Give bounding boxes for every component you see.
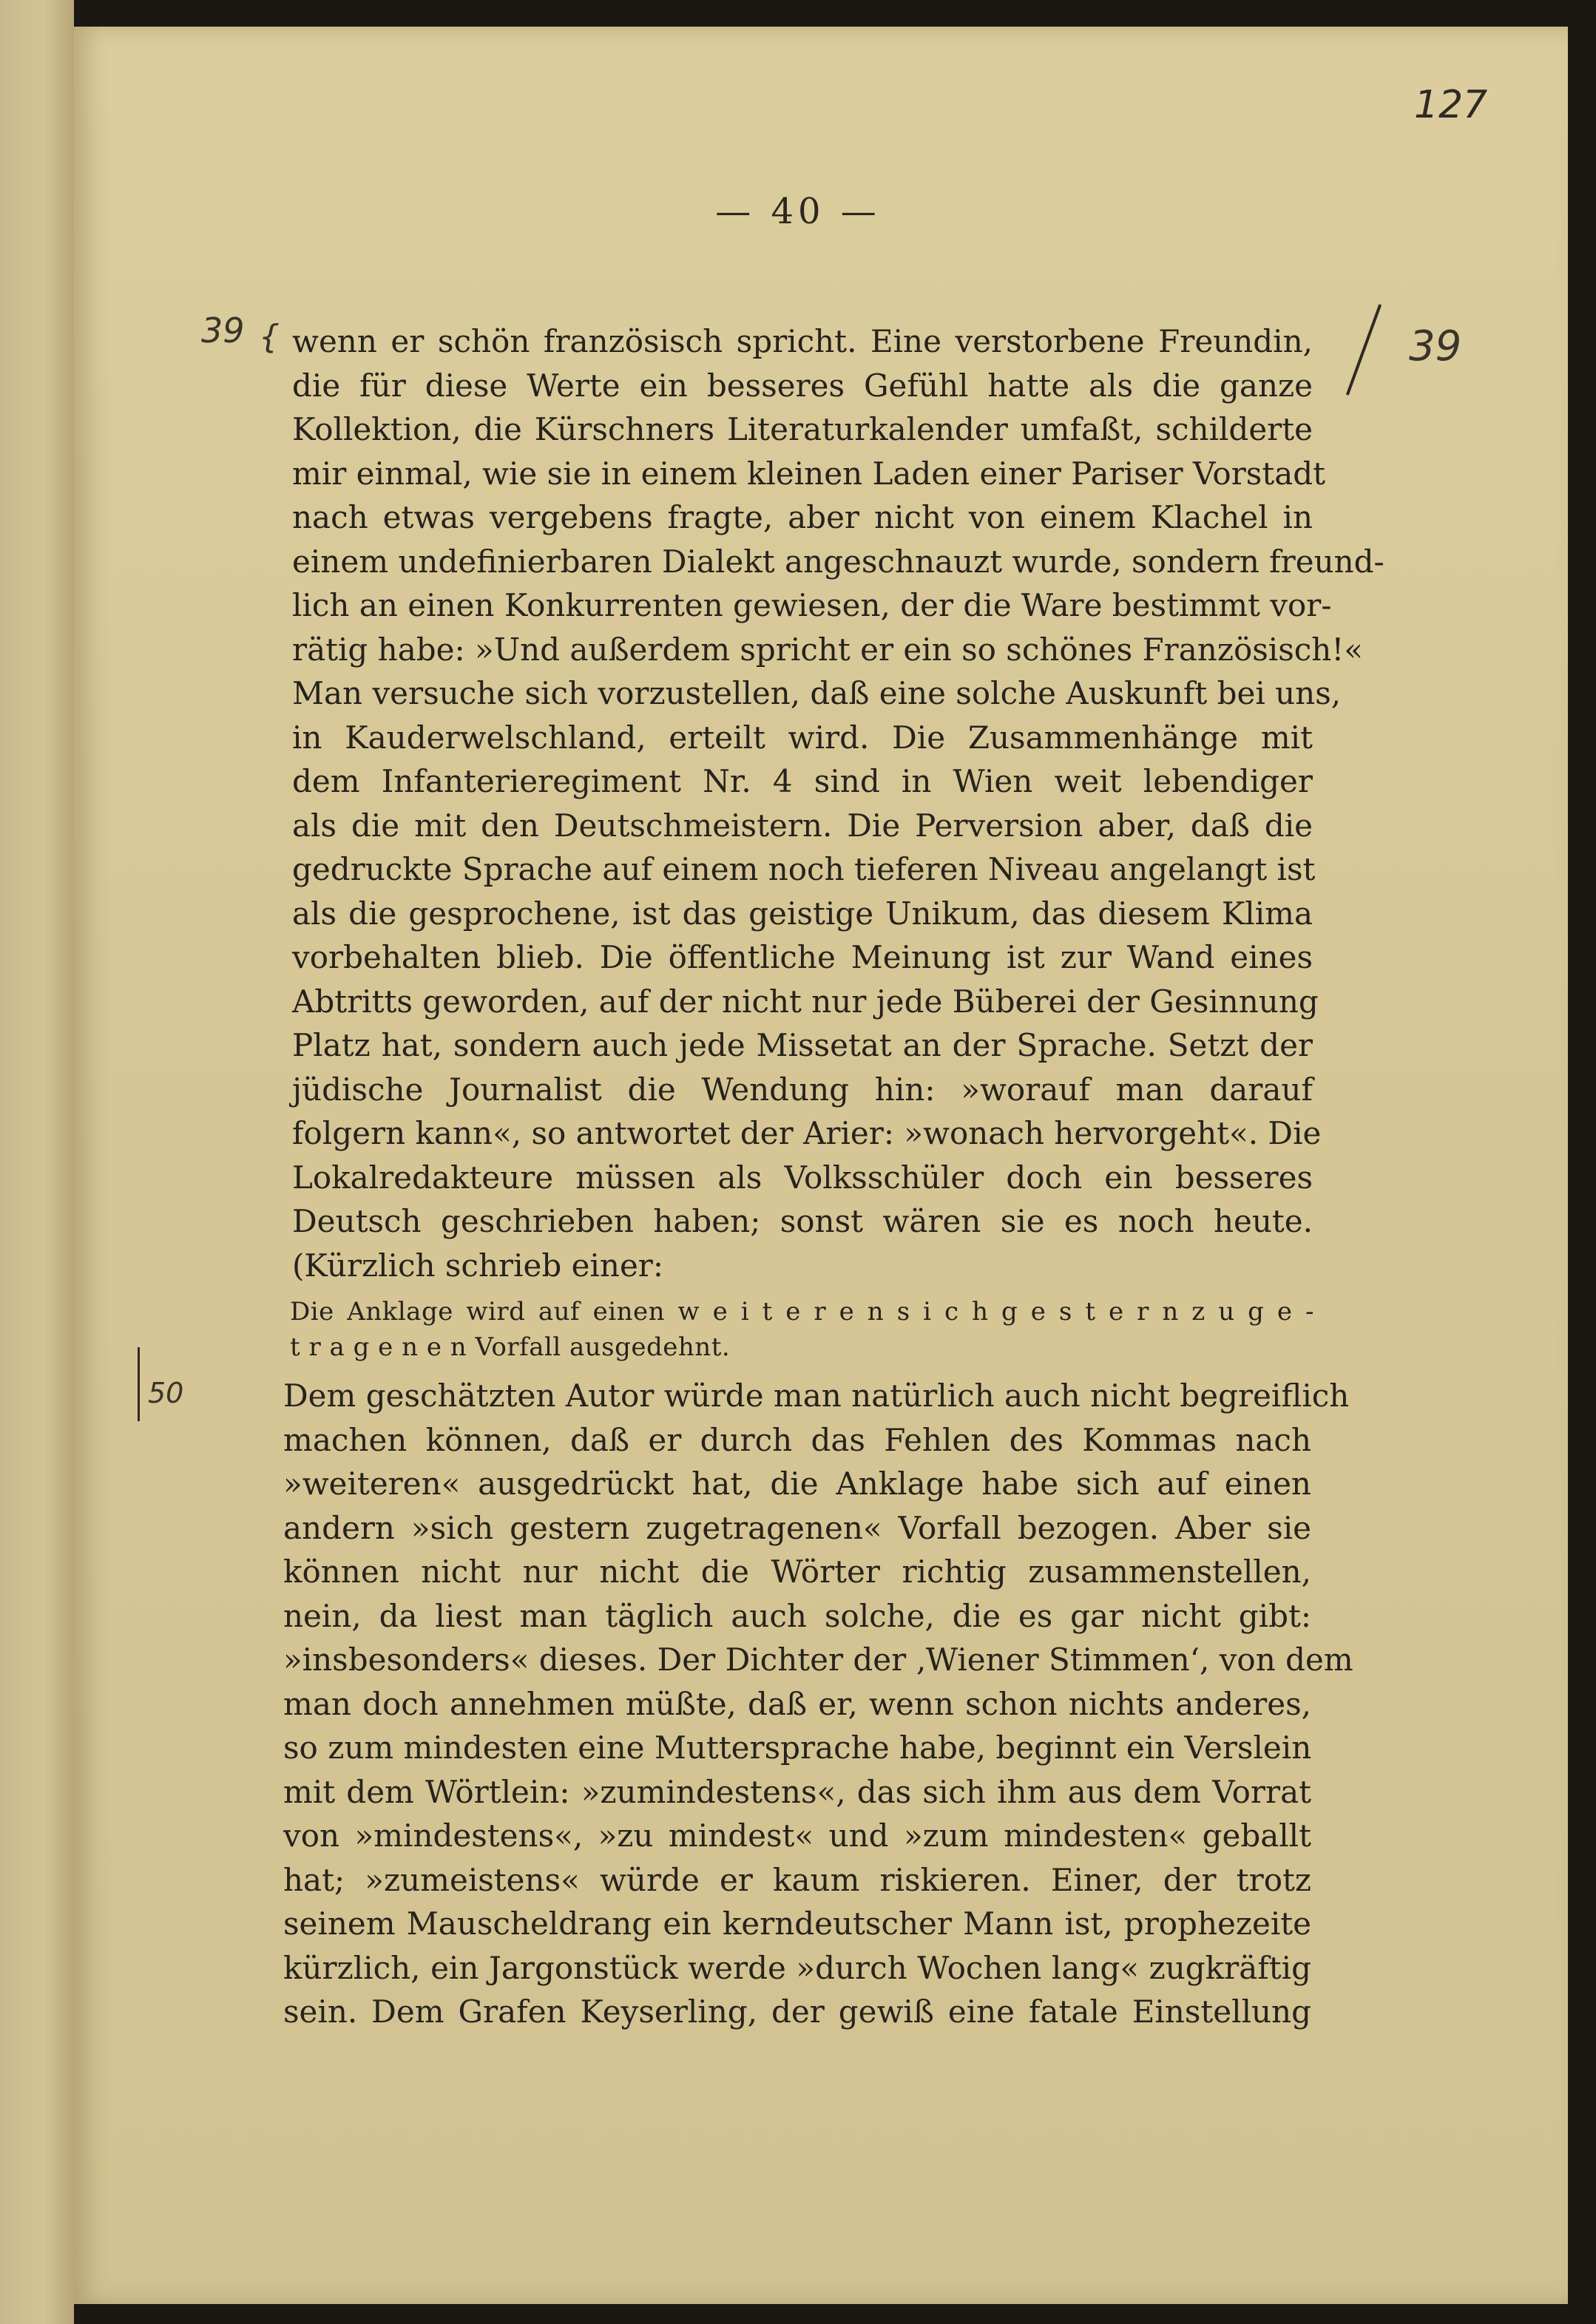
text-line: mir einmal, wie sie in einem kleinen Laden einer Pariser Vorstadt (292, 455, 1326, 492)
text-line: Deutsch geschrieben haben; sonst wären sie es noch heute. (292, 1203, 1313, 1239)
text-line: man doch annehmen müßte, daß er, wenn schon nichts anderes, (283, 1685, 1311, 1722)
margin-bar-left (138, 1347, 140, 1421)
page-number: — 40 — (715, 191, 881, 232)
text-line: Kollektion, die Kürschners Literaturkalender umfaßt, schilderte (292, 411, 1313, 447)
margin-note-brace: { (259, 318, 280, 356)
text-line: Platz hat, sondern auch jede Missetat an der Sprache. Setzt der (292, 1027, 1313, 1063)
previous-page-edge (0, 0, 74, 2324)
margin-note-left-top: 39 (201, 311, 245, 350)
block-quote (290, 1294, 1314, 1365)
text-line: die für diese Werte ein besseres Gefühl hatte als die ganze (292, 367, 1313, 404)
text-line: als die mit den Deutschmeistern. Die Perversion aber, daß die (292, 807, 1313, 844)
text-line: mit dem Wörtlein: »zumindestens«, das sich ihm aus dem Vorrat (283, 1773, 1311, 1810)
text-line: »weiteren« ausgedrückt hat, die Anklage habe sich auf einen (283, 1466, 1311, 1502)
text-line: Abtritts geworden, auf der nicht nur jede Büberei der Gesinnung (292, 983, 1319, 1020)
text-line: Lokalredakteure müssen als Volksschüler doch ein besseres (292, 1159, 1313, 1196)
text-line: Man versuche sich vorzustellen, daß eine solche Auskunft bei uns, (292, 675, 1342, 711)
text-line: (Kürzlich schrieb einer: (292, 1247, 664, 1284)
text-line: wenn er schön französisch spricht. Eine verstorbene Freundin, (292, 323, 1313, 359)
text-line: jüdische Journalist die Wendung hin: »worauf man darauf (292, 1071, 1313, 1108)
text-line: »insbesonders« dieses. Der Dichter der ‚Wiener Stimmen‘, von dem (283, 1642, 1353, 1678)
text-line: gedruckte Sprache auf einem noch tieferen Niveau angelangt ist (292, 851, 1316, 887)
text-line: kürzlich, ein Jargonstück werde »durch Wochen lang« zugkräftig (283, 1949, 1311, 1986)
text-line: machen können, daß er durch das Fehlen des Kommas nach (283, 1421, 1311, 1458)
text-line: rätig habe: »Und außerdem spricht er ein so schönes Französisch!« (292, 631, 1363, 668)
text-line: nach etwas vergebens fragte, aber nicht von einem Klachel in (292, 499, 1313, 535)
text-line: so zum mindesten eine Muttersprache habe, beginnt ein Verslein (283, 1730, 1312, 1766)
text-line: hat; »zumeistens« würde er kaum riskieren. Einer, der trotz (283, 1861, 1311, 1898)
text-line: als die gesprochene, ist das geistige Unikum, das diesem Klima (292, 895, 1313, 932)
paragraph-2 (283, 1374, 1353, 2034)
margin-note-left-middle: 50 (148, 1377, 184, 1409)
text-line: nein, da liest man täglich auch solche, die es gar nicht gibt: (283, 1597, 1311, 1634)
text-line: können nicht nur nicht die Wörter richtig zusammenstellen, (283, 1554, 1311, 1590)
folio-number: 127 (1414, 83, 1488, 127)
text-line: von »mindestens«, »zu mindest« und »zum mindesten« geballt (283, 1817, 1311, 1854)
text-line: seinem Mauscheldrang ein kerndeutscher Mann ist, prophezeite (283, 1905, 1311, 1942)
text-line: in Kauderwelschland, erteilt wird. Die Zusammenhänge mit (292, 719, 1313, 756)
text-line: andern »sich gestern zugetragenen« Vorfall bezogen. Aber sie (283, 1509, 1311, 1546)
text-line: einem undefinierbaren Dialekt angeschnauzt wurde, sondern freund- (292, 543, 1384, 580)
text-line: dem Infanterieregiment Nr. 4 sind in Wien weit lebendiger (292, 763, 1313, 799)
quote-line: t r a g e n e n Vorfall ausgedehnt. (290, 1332, 731, 1362)
quote-line: Die Anklage wird auf einen w e i t e r e n s i c h g e s t e r n z u g e - (290, 1297, 1314, 1327)
text-line: sein. Dem Grafen Keyserling, der gewiß eine fatale Einstellung (283, 1993, 1311, 2030)
text-line: vorbehalten blieb. Die öffentliche Meinung ist zur Wand eines (292, 939, 1313, 975)
text-line: folgern kann«, so antwortet der Arier: »wonach hervorgeht«. Die (292, 1115, 1322, 1151)
text-line: lich an einen Konkurrenten gewiesen, der die Ware bestimmt vor- (292, 587, 1332, 623)
paragraph-1 (292, 319, 1384, 1287)
margin-note-right-top: 39 (1409, 322, 1462, 370)
text-line: Dem geschätzten Autor würde man natürlich auch nicht begreiflich (283, 1378, 1350, 1414)
